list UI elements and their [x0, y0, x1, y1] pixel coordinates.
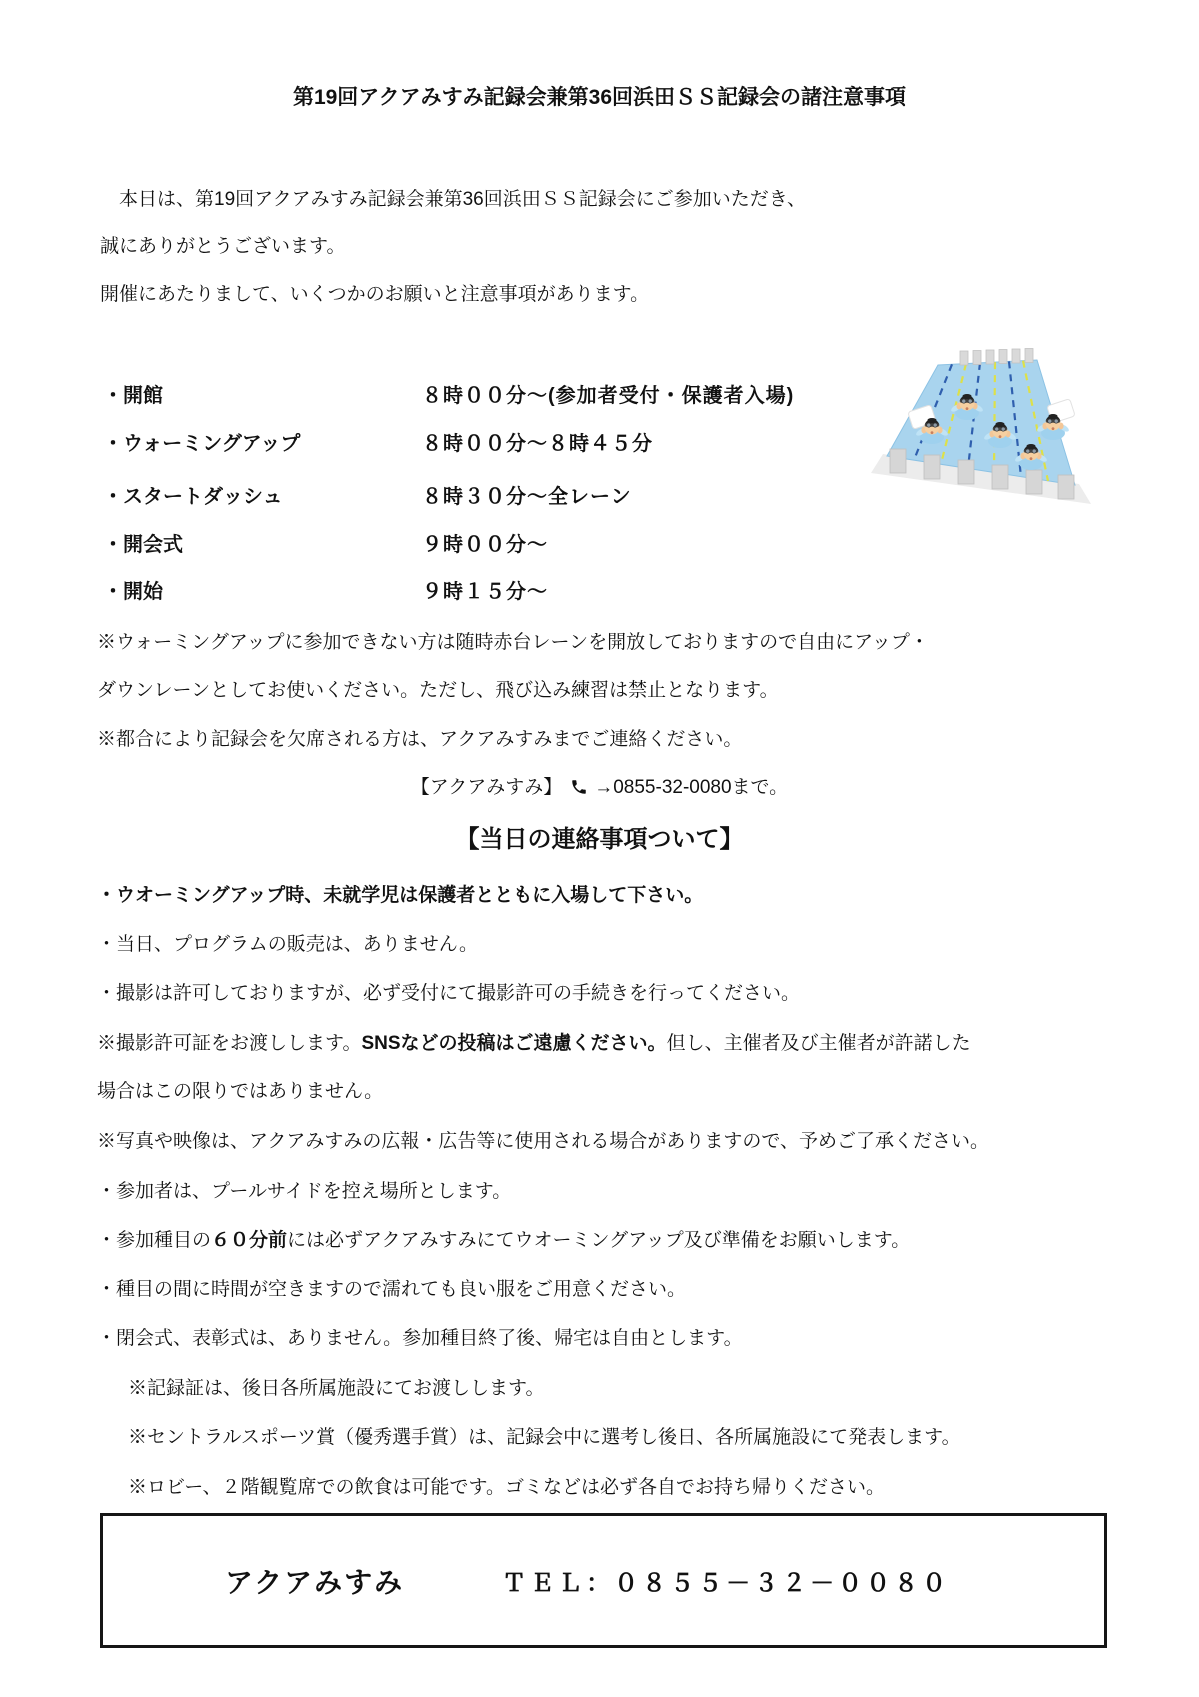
- swimming-pool-illustration: [855, 328, 1155, 520]
- schedule-row: [103, 578, 863, 606]
- notice-item: ※ロビー、２階観覧席での飲食は可能です。ゴミなどは必ず各自でお持ち帰りください。: [128, 1477, 885, 1498]
- notice-item-text: ・参加種目の: [97, 1230, 212, 1251]
- notice-item: ※記録証は、後日各所属施設にてお渡しします。: [128, 1378, 545, 1399]
- schedule-label: ・開会式: [103, 534, 183, 556]
- notice-item: 場合はこの限りではありません。: [97, 1081, 384, 1102]
- notice-item-text: 但し、主催者及び主催者が許諾した: [666, 1033, 971, 1054]
- notice-item: ※セントラルスポーツ賞（優秀選手賞）は、記録会中に選考し後日、各所属施設にて発表します。: [128, 1427, 961, 1448]
- document-title: 第19回アクアみすみ記録会兼第36回浜田ＳＳ記録会の諸注意事項: [292, 86, 907, 109]
- notice-item-text: ※撮影許可証をお渡しします。: [97, 1033, 362, 1054]
- intro-line: 開催にあたりまして、いくつかのお願いと注意事項があります。: [100, 284, 650, 305]
- notice-item: [97, 1031, 971, 1057]
- schedule-time: ８時３０分～全レーン: [422, 486, 632, 508]
- schedule-row: [103, 531, 863, 559]
- facility-name: アクアみすみ: [225, 1566, 405, 1598]
- contact-line: [0, 775, 1199, 801]
- notice-item-bold-text: ６０分前: [211, 1230, 288, 1251]
- swimming-pool-illustration: [855, 328, 1155, 520]
- schedule-row: [103, 483, 863, 511]
- contact-phone: →0855-32-0080まで。: [594, 777, 789, 798]
- contact-box: [100, 1513, 1107, 1648]
- notice-item: ・参加者は、プールサイドを控え場所とします。: [97, 1181, 512, 1202]
- section-title: 【当日の連絡事項ついて】: [455, 826, 744, 853]
- schedule-label: ・開館: [103, 385, 163, 407]
- notice-item: ・撮影は許可しておりますが、必ず受付にて撮影許可の手続きを行ってください。: [97, 983, 801, 1004]
- notice-item: ・種目の間に時間が空きますので濡れても良い服をご用意ください。: [97, 1279, 687, 1300]
- schedule-label: ・ウォーミングアップ: [103, 433, 301, 455]
- notice-item-text: には必ずアクアみすみにてウオーミングアップ及び準備をお願いします。: [287, 1230, 911, 1251]
- note-line: ※都合により記録会を欠席される方は、アクアみすみまでご連絡ください。: [97, 729, 743, 750]
- notice-item: ※写真や映像は、アクアみすみの広報・広告等に使用される場合がありますので、予めご了承ください。: [97, 1131, 990, 1152]
- schedule-time: ８時００分～８時４５分: [422, 433, 653, 455]
- schedule-label: ・スタートダッシュ: [103, 486, 283, 508]
- note-line: ※ウォーミングアップに参加できない方は随時赤台レーンを開放しておりますので自由にアップ・: [97, 632, 929, 653]
- phone-icon: [570, 778, 588, 796]
- intro-line: 誠にありがとうございます。: [100, 236, 346, 257]
- contact-label: 【アクアみすみ】: [410, 777, 563, 798]
- notice-item: ・ウオーミングアップ時、未就学児は保護者とともに入場して下さい。: [97, 885, 704, 906]
- schedule-row: [103, 430, 863, 458]
- schedule-time: ９時１５分～: [422, 581, 548, 603]
- intro-line: 本日は、第19回アクアみすみ記録会兼第36回浜田ＳＳ記録会にご参加いただき、: [100, 189, 806, 210]
- schedule-time: ９時００分～: [422, 534, 548, 556]
- schedule-label: ・開始: [103, 581, 163, 603]
- schedule-row: [103, 382, 863, 410]
- schedule-time: ８時００分～(参加者受付・保護者入場): [422, 385, 795, 407]
- notice-item-bold-text: SNSなどの投稿はご遠慮ください。: [361, 1033, 667, 1054]
- notice-item: [97, 1228, 910, 1254]
- facility-phone: ＴＥＬ：０８５５－３２－００８０: [502, 1570, 951, 1597]
- note-line: ダウンレーンとしてお使いください。ただし、飛び込み練習は禁止となります。: [97, 680, 779, 701]
- notice-item: ・当日、プログラムの販売は、ありません。: [97, 934, 478, 955]
- notice-item: ・閉会式、表彰式は、ありません。参加種目終了後、帰宅は自由とします。: [97, 1328, 743, 1349]
